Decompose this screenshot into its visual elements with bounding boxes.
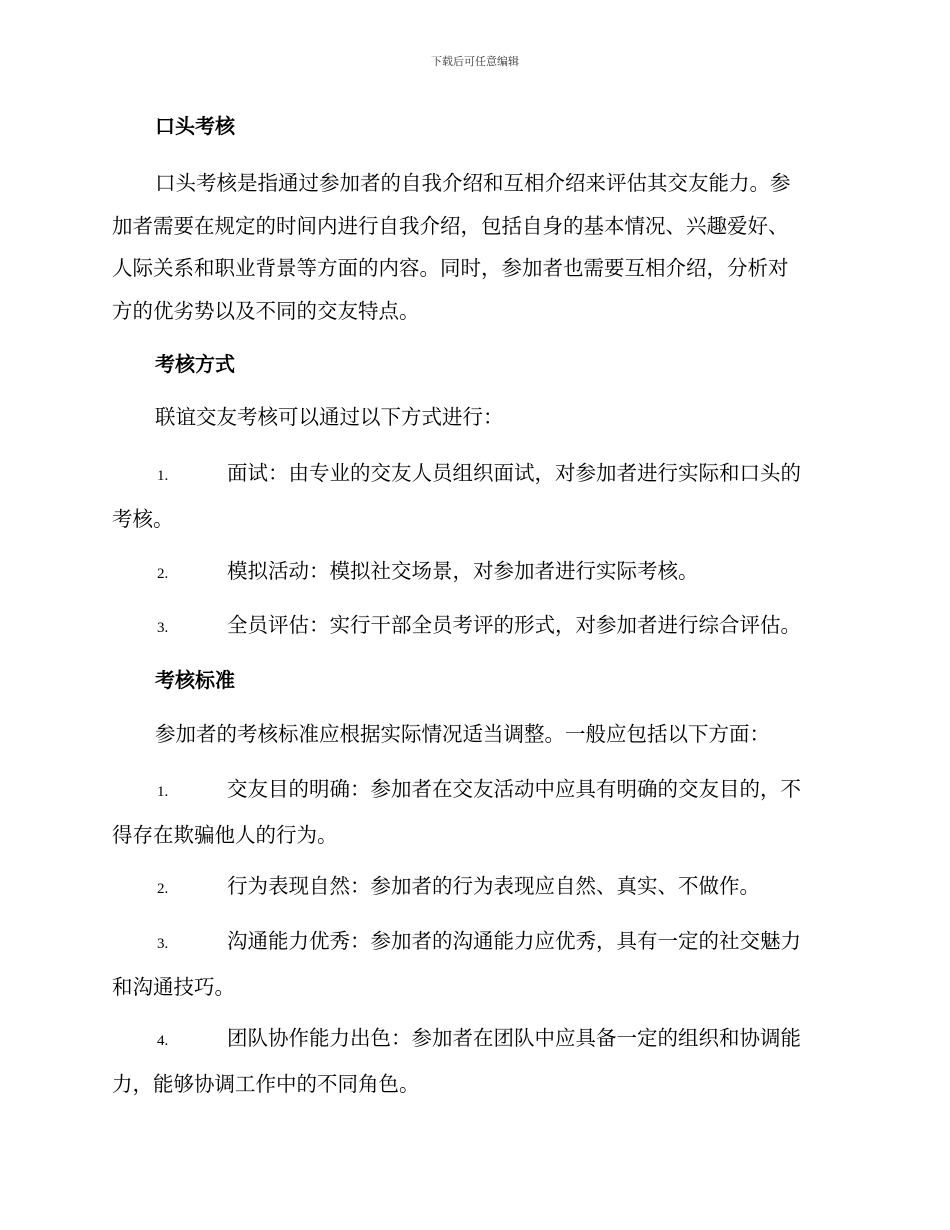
- list-item-text: 交友目的明确：参加者在交友活动中应具有明确的交友目的，不: [227, 777, 801, 801]
- list-number: 4.: [157, 1033, 169, 1049]
- section-heading-assessment-standards: 考核标准: [155, 668, 235, 692]
- list-item: [112, 768, 835, 856]
- list-item: [112, 452, 835, 540]
- section-heading-assessment-methods: 考核方式: [155, 352, 235, 376]
- paragraph-line: 联谊交友考核可以通过以下方式进行：: [155, 405, 504, 429]
- list-item-continuation: 得存在欺骗他人的行为。: [112, 822, 338, 847]
- paragraph-line: 口头考核是指通过参加者的自我介绍和互相介绍来评估其交友能力。参: [155, 171, 791, 195]
- list-number: 2.: [157, 881, 169, 897]
- list-item-text: 面试：由专业的交友人员组织面试，对参加者进行实际和口头的: [227, 461, 801, 485]
- list-number: 3.: [157, 936, 169, 952]
- list-number: 1.: [157, 784, 169, 800]
- section-heading-oral-assessment: 口头考核: [155, 114, 235, 138]
- list-item: [112, 865, 835, 911]
- assessment-standards-intro: [112, 713, 835, 756]
- assessment-methods-intro: [112, 396, 835, 439]
- paragraph-line: 人际关系和职业背景等方面的内容。同时，参加者也需要互相介绍，分析对: [112, 256, 789, 280]
- paragraph-line: 方的优劣势以及不同的交友特点。: [112, 298, 420, 323]
- list-item-continuation: 考核。: [112, 506, 174, 531]
- list-item: [112, 604, 835, 650]
- paragraph-line: 参加者的考核标准应根据实际情况适当调整。一般应包括以下方面：: [155, 722, 770, 746]
- page-header-note: 下载后可任意编辑: [431, 55, 519, 68]
- list-item-text: 行为表现自然：参加者的行为表现应自然、真实、不做作。: [227, 874, 760, 898]
- list-item-continuation: 和沟通技巧。: [112, 974, 235, 999]
- list-item-text: 全员评估：实行干部全员考评的形式，对参加者进行综合评估。: [227, 613, 801, 637]
- list-number: 1.: [157, 468, 169, 484]
- oral-assessment-paragraph: [112, 162, 835, 332]
- list-item: [112, 1017, 835, 1105]
- paragraph-line: 加者需要在规定的时间内进行自我介绍，包括自身的基本情况、兴趣爱好、: [112, 213, 789, 238]
- list-item-continuation: 力，能够协调工作中的不同角色。: [112, 1071, 420, 1096]
- list-number: 3.: [157, 620, 169, 636]
- list-item-text: 模拟活动：模拟社交场景，对参加者进行实际考核。: [227, 559, 699, 583]
- list-item-text: 沟通能力优秀：参加者的沟通能力应优秀，具有一定的社交魅力: [227, 929, 801, 953]
- list-number: 2.: [157, 566, 169, 582]
- list-item: [112, 550, 835, 596]
- list-item: [112, 920, 835, 1008]
- list-item-text: 团队协作能力出色：参加者在团队中应具备一定的组织和协调能: [227, 1026, 801, 1050]
